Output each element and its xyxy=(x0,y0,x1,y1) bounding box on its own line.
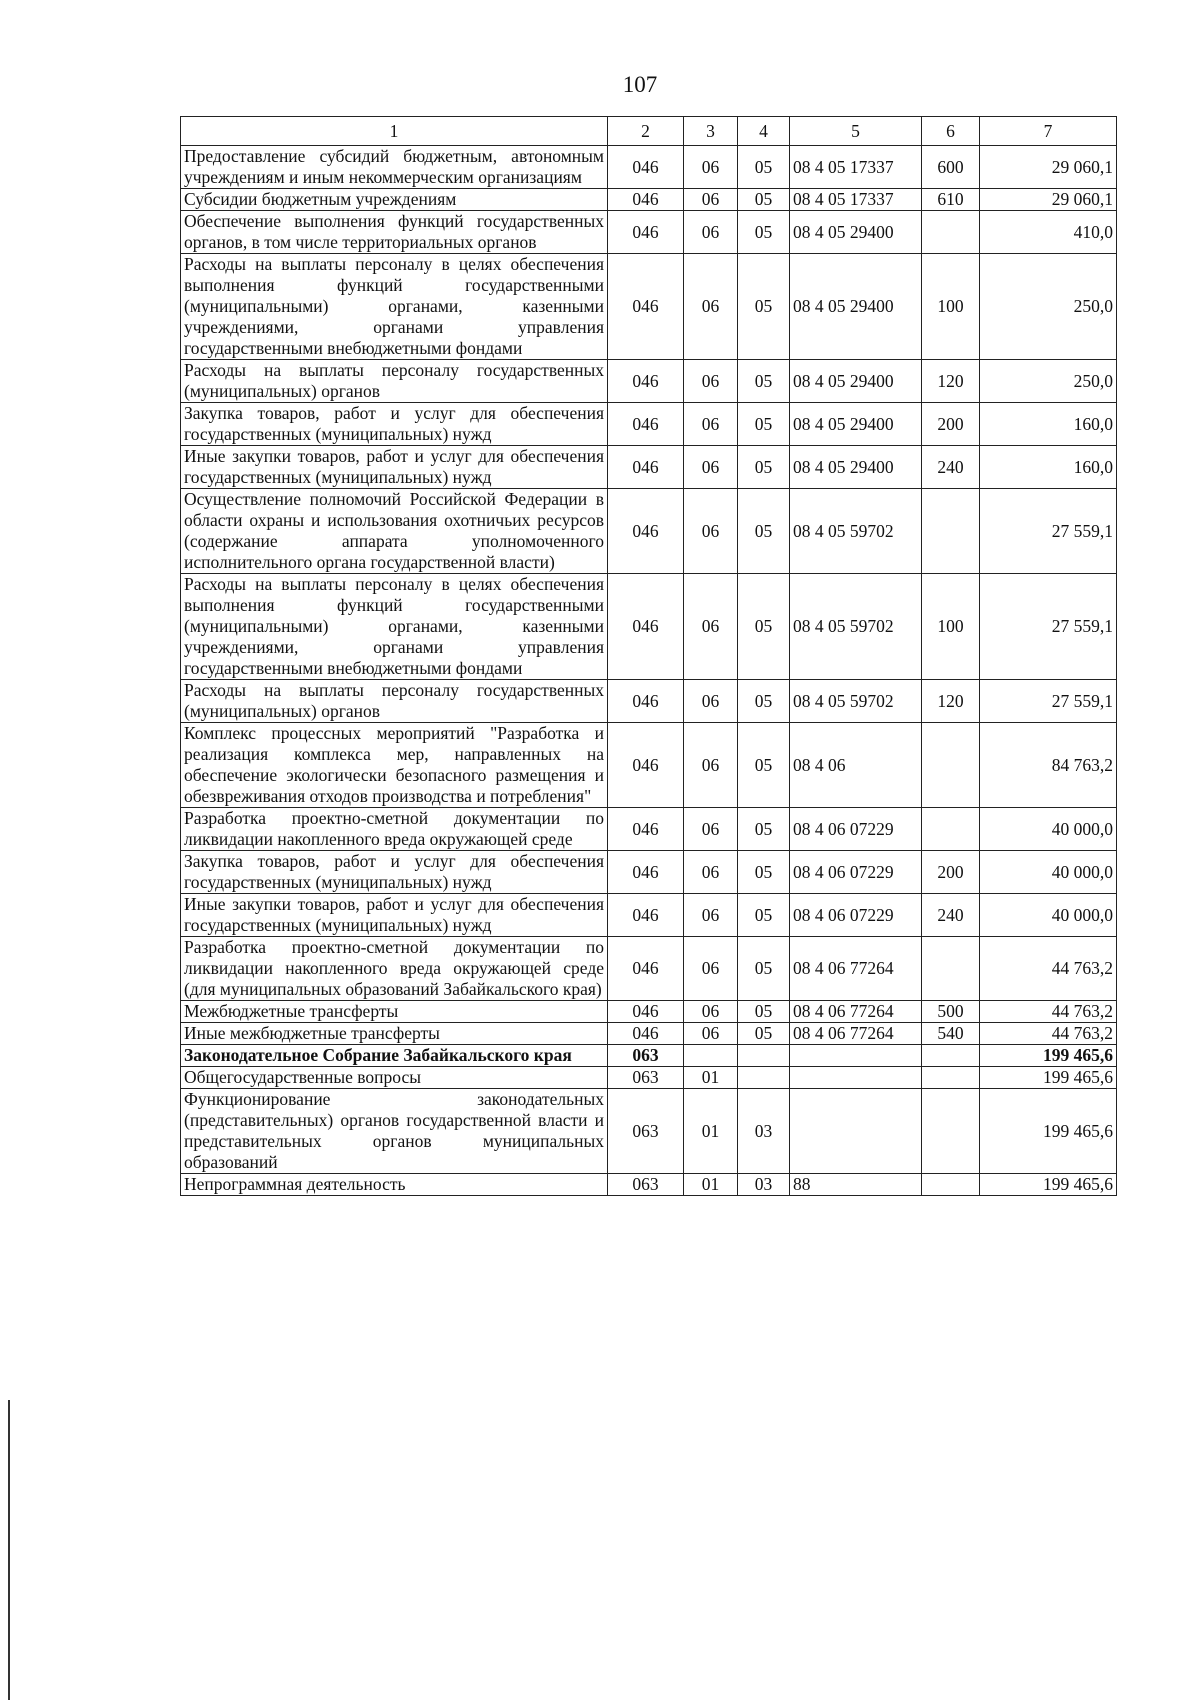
table-row xyxy=(181,808,1117,851)
target-article-code-cell: 08 4 06 77264 xyxy=(790,1001,922,1023)
expense-type-code-cell xyxy=(922,489,980,574)
ministry-code-cell: 063 xyxy=(608,1089,684,1174)
subsection-code-cell: 05 xyxy=(738,1023,790,1045)
expense-type-code-cell xyxy=(922,723,980,808)
subsection-code-cell: 05 xyxy=(738,360,790,403)
ministry-code-cell: 046 xyxy=(608,808,684,851)
amount-cell: 250,0 xyxy=(980,254,1117,360)
section-code-cell: 06 xyxy=(684,189,738,211)
expense-type-code-cell: 240 xyxy=(922,894,980,937)
subsection-code-cell: 05 xyxy=(738,146,790,189)
expense-type-code-cell: 200 xyxy=(922,403,980,446)
target-article-code-cell: 08 4 06 07229 xyxy=(790,808,922,851)
column-header: 4 xyxy=(738,117,790,146)
subsection-code-cell: 05 xyxy=(738,574,790,680)
amount-cell: 27 559,1 xyxy=(980,680,1117,723)
subsection-code-cell: 05 xyxy=(738,446,790,489)
section-code-cell: 06 xyxy=(684,1023,738,1045)
target-article-code-cell: 08 4 06 77264 xyxy=(790,1023,922,1045)
section-code-cell: 06 xyxy=(684,723,738,808)
table-row xyxy=(181,1001,1117,1023)
section-code-cell: 01 xyxy=(684,1174,738,1196)
row-name-cell: Непрограммная деятельность xyxy=(181,1174,608,1196)
column-header: 3 xyxy=(684,117,738,146)
row-name-cell: Иные межбюджетные трансферты xyxy=(181,1023,608,1045)
row-name-cell: Обеспечение выполнения функций государственных органов, в том числе территориальных органов xyxy=(181,211,608,254)
amount-cell: 40 000,0 xyxy=(980,808,1117,851)
row-name-cell: Осуществление полномочий Российской Федерации в области охраны и использования охотничьих ресурсов (содержание аппарата уполномоченного исполнительного органа государственной власти) xyxy=(181,489,608,574)
target-article-code-cell: 08 4 06 77264 xyxy=(790,937,922,1001)
section-code-cell: 06 xyxy=(684,894,738,937)
expense-type-code-cell: 120 xyxy=(922,360,980,403)
column-header: 7 xyxy=(980,117,1117,146)
margin-line xyxy=(8,1400,10,1700)
expense-type-code-cell: 100 xyxy=(922,254,980,360)
expense-type-code-cell xyxy=(922,1045,980,1067)
ministry-code-cell: 046 xyxy=(608,894,684,937)
expense-type-code-cell xyxy=(922,937,980,1001)
ministry-code-cell: 046 xyxy=(608,403,684,446)
target-article-code-cell: 08 4 05 17337 xyxy=(790,146,922,189)
target-article-code-cell: 08 4 05 29400 xyxy=(790,254,922,360)
ministry-code-cell: 046 xyxy=(608,360,684,403)
expense-type-code-cell: 120 xyxy=(922,680,980,723)
ministry-code-cell: 063 xyxy=(608,1045,684,1067)
amount-cell: 44 763,2 xyxy=(980,1001,1117,1023)
ministry-code-cell: 046 xyxy=(608,723,684,808)
ministry-code-cell: 046 xyxy=(608,211,684,254)
target-article-code-cell: 08 4 05 29400 xyxy=(790,360,922,403)
subsection-code-cell: 05 xyxy=(738,680,790,723)
section-code-cell: 06 xyxy=(684,254,738,360)
table-row xyxy=(181,360,1117,403)
table-row xyxy=(181,146,1117,189)
target-article-code-cell: 08 4 06 07229 xyxy=(790,851,922,894)
ministry-code-cell: 046 xyxy=(608,254,684,360)
section-code-cell: 01 xyxy=(684,1067,738,1089)
row-name-cell: Закупка товаров, работ и услуг для обеспечения государственных (муниципальных) нужд xyxy=(181,403,608,446)
expense-type-code-cell xyxy=(922,1089,980,1174)
amount-cell: 40 000,0 xyxy=(980,894,1117,937)
row-name-cell: Расходы на выплаты персоналу государственных (муниципальных) органов xyxy=(181,680,608,723)
ministry-code-cell: 046 xyxy=(608,574,684,680)
row-name-cell: Иные закупки товаров, работ и услуг для обеспечения государственных (муниципальных) нужд xyxy=(181,894,608,937)
budget-table xyxy=(180,116,1117,1196)
amount-cell: 27 559,1 xyxy=(980,489,1117,574)
row-name-cell: Расходы на выплаты персоналу государственных (муниципальных) органов xyxy=(181,360,608,403)
row-name-cell: Общегосударственные вопросы xyxy=(181,1067,608,1089)
subsection-code-cell xyxy=(738,1045,790,1067)
target-article-code-cell: 08 4 06 xyxy=(790,723,922,808)
expense-type-code-cell: 600 xyxy=(922,146,980,189)
expense-type-code-cell xyxy=(922,808,980,851)
subsection-code-cell: 03 xyxy=(738,1089,790,1174)
target-article-code-cell: 88 xyxy=(790,1174,922,1196)
table-row xyxy=(181,851,1117,894)
amount-cell: 199 465,6 xyxy=(980,1067,1117,1089)
table-row xyxy=(181,403,1117,446)
section-code-cell: 06 xyxy=(684,937,738,1001)
subsection-code-cell: 03 xyxy=(738,1174,790,1196)
expense-type-code-cell: 500 xyxy=(922,1001,980,1023)
amount-cell: 84 763,2 xyxy=(980,723,1117,808)
amount-cell: 199 465,6 xyxy=(980,1174,1117,1196)
table-row xyxy=(181,680,1117,723)
subsection-code-cell: 05 xyxy=(738,723,790,808)
section-code-cell: 06 xyxy=(684,360,738,403)
row-name-cell: Расходы на выплаты персоналу в целях обеспечения выполнения функций государственными (муниципальными) органами, казенными учреждениями, органами управления государственными внебюджетными фондами xyxy=(181,254,608,360)
table-row xyxy=(181,446,1117,489)
subsection-code-cell xyxy=(738,1067,790,1089)
column-header: 1 xyxy=(181,117,608,146)
amount-cell: 44 763,2 xyxy=(980,937,1117,1001)
expense-type-code-cell xyxy=(922,211,980,254)
ministry-code-cell: 046 xyxy=(608,489,684,574)
ministry-code-cell: 063 xyxy=(608,1067,684,1089)
subsection-code-cell: 05 xyxy=(738,189,790,211)
table-body xyxy=(181,146,1117,1196)
expense-type-code-cell: 540 xyxy=(922,1023,980,1045)
section-code-cell: 06 xyxy=(684,403,738,446)
target-article-code-cell: 08 4 05 59702 xyxy=(790,574,922,680)
row-name-cell: Комплекс процессных мероприятий "Разработка и реализация комплекса мер, направленных на обеспечение экологически безопасного размещения и обезвреживания отходов производства и потребления" xyxy=(181,723,608,808)
amount-cell: 44 763,2 xyxy=(980,1023,1117,1045)
table-row xyxy=(181,894,1117,937)
amount-cell: 250,0 xyxy=(980,360,1117,403)
expense-type-code-cell xyxy=(922,1174,980,1196)
subsection-code-cell: 05 xyxy=(738,808,790,851)
expense-type-code-cell: 610 xyxy=(922,189,980,211)
column-header: 2 xyxy=(608,117,684,146)
table-row xyxy=(181,489,1117,574)
expense-type-code-cell xyxy=(922,1067,980,1089)
target-article-code-cell: 08 4 05 17337 xyxy=(790,189,922,211)
target-article-code-cell: 08 4 05 29400 xyxy=(790,446,922,489)
row-name-cell: Функционирование законодательных (представительных) органов государственной власти и представительных органов муниципальных образований xyxy=(181,1089,608,1174)
table-row xyxy=(181,1089,1117,1174)
page-number: 107 xyxy=(622,72,658,97)
subsection-code-cell: 05 xyxy=(738,254,790,360)
table-row xyxy=(181,1174,1117,1196)
section-code-cell: 01 xyxy=(684,1089,738,1174)
row-name-cell: Разработка проектно-сметной документации по ликвидации накопленного вреда окружающей среде xyxy=(181,808,608,851)
section-code-cell: 06 xyxy=(684,211,738,254)
subsection-code-cell: 05 xyxy=(738,851,790,894)
amount-cell: 40 000,0 xyxy=(980,851,1117,894)
ministry-code-cell: 046 xyxy=(608,146,684,189)
table-row xyxy=(181,1067,1117,1089)
target-article-code-cell xyxy=(790,1045,922,1067)
target-article-code-cell xyxy=(790,1067,922,1089)
table-row xyxy=(181,189,1117,211)
ministry-code-cell: 046 xyxy=(608,680,684,723)
row-name-cell: Межбюджетные трансферты xyxy=(181,1001,608,1023)
row-name-cell: Субсидии бюджетным учреждениям xyxy=(181,189,608,211)
amount-cell: 199 465,6 xyxy=(980,1089,1117,1174)
row-name-cell: Предоставление субсидий бюджетным, автономным учреждениям и иным некоммерческим организациям xyxy=(181,146,608,189)
amount-cell: 160,0 xyxy=(980,446,1117,489)
subsection-code-cell: 05 xyxy=(738,403,790,446)
ministry-code-cell: 046 xyxy=(608,446,684,489)
table-row xyxy=(181,211,1117,254)
ministry-code-cell: 063 xyxy=(608,1174,684,1196)
target-article-code-cell: 08 4 05 59702 xyxy=(790,680,922,723)
subsection-code-cell: 05 xyxy=(738,1001,790,1023)
row-name-cell: Законодательное Собрание Забайкальского края xyxy=(181,1045,608,1067)
ministry-code-cell: 046 xyxy=(608,189,684,211)
section-code-cell: 06 xyxy=(684,808,738,851)
row-name-cell: Иные закупки товаров, работ и услуг для обеспечения государственных (муниципальных) нужд xyxy=(181,446,608,489)
section-code-cell xyxy=(684,1045,738,1067)
section-code-cell: 06 xyxy=(684,489,738,574)
section-code-cell: 06 xyxy=(684,446,738,489)
row-name-cell: Разработка проектно-сметной документации по ликвидации накопленного вреда окружающей среде (для муниципальных образований Забайкальского края) xyxy=(181,937,608,1001)
column-header: 5 xyxy=(790,117,922,146)
subsection-code-cell: 05 xyxy=(738,894,790,937)
target-article-code-cell: 08 4 05 29400 xyxy=(790,211,922,254)
ministry-code-cell: 046 xyxy=(608,937,684,1001)
section-code-cell: 06 xyxy=(684,680,738,723)
ministry-code-cell: 046 xyxy=(608,851,684,894)
subsection-code-cell: 05 xyxy=(738,489,790,574)
amount-cell: 410,0 xyxy=(980,211,1117,254)
section-code-cell: 06 xyxy=(684,1001,738,1023)
subsection-code-cell: 05 xyxy=(738,211,790,254)
expense-type-code-cell: 200 xyxy=(922,851,980,894)
row-name-cell: Закупка товаров, работ и услуг для обеспечения государственных (муниципальных) нужд xyxy=(181,851,608,894)
amount-cell: 29 060,1 xyxy=(980,189,1117,211)
ministry-code-cell: 046 xyxy=(608,1001,684,1023)
target-article-code-cell: 08 4 06 07229 xyxy=(790,894,922,937)
table-row xyxy=(181,1023,1117,1045)
column-header: 6 xyxy=(922,117,980,146)
amount-cell: 160,0 xyxy=(980,403,1117,446)
table-row xyxy=(181,723,1117,808)
amount-cell: 29 060,1 xyxy=(980,146,1117,189)
subsection-code-cell: 05 xyxy=(738,937,790,1001)
amount-cell: 27 559,1 xyxy=(980,574,1117,680)
amount-cell: 199 465,6 xyxy=(980,1045,1117,1067)
target-article-code-cell: 08 4 05 29400 xyxy=(790,403,922,446)
target-article-code-cell xyxy=(790,1089,922,1174)
section-code-cell: 06 xyxy=(684,146,738,189)
target-article-code-cell: 08 4 05 59702 xyxy=(790,489,922,574)
table-row xyxy=(181,574,1117,680)
table-row xyxy=(181,937,1117,1001)
header-row xyxy=(181,117,1117,146)
table-row xyxy=(181,1045,1117,1067)
table-row xyxy=(181,254,1117,360)
expense-type-code-cell: 240 xyxy=(922,446,980,489)
expense-type-code-cell: 100 xyxy=(922,574,980,680)
section-code-cell: 06 xyxy=(684,574,738,680)
ministry-code-cell: 046 xyxy=(608,1023,684,1045)
row-name-cell: Расходы на выплаты персоналу в целях обеспечения выполнения функций государственными (муниципальными) органами, казенными учреждениями, органами управления государственными внебюджетными фондами xyxy=(181,574,608,680)
section-code-cell: 06 xyxy=(684,851,738,894)
